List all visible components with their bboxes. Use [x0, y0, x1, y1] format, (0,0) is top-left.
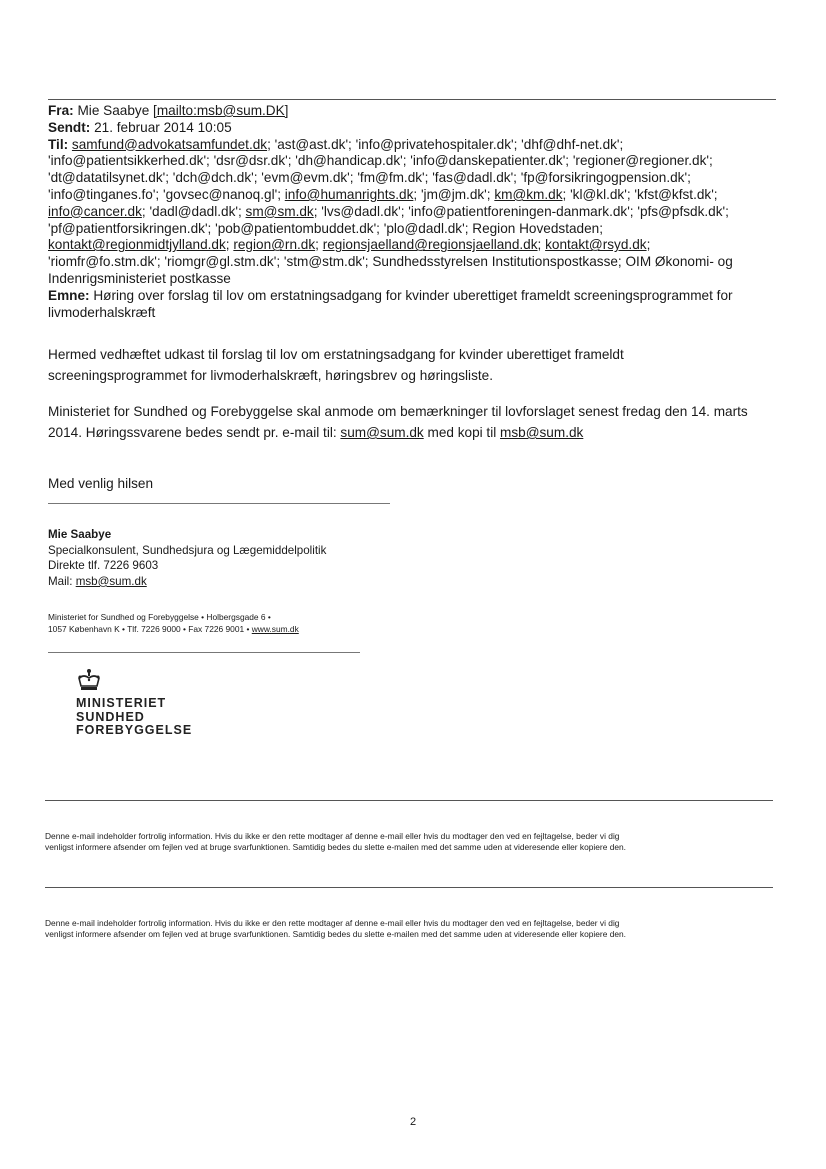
email-header — [48, 103, 778, 321]
signature — [48, 527, 326, 589]
body-line: Ministeriet for Sundhed og Forebyggelse skal anmode om bemærkninger til lovforslaget senest fredag den 14. marts — [48, 404, 748, 419]
from-value: Mie Saabye — [77, 103, 150, 118]
sent-row — [48, 120, 778, 137]
signature-mail-link[interactable]: msb@sum.dk — [75, 574, 147, 588]
to-link[interactable]: km@km.dk — [494, 186, 563, 202]
crown-icon — [76, 668, 102, 692]
logo-line: SUNDHED — [76, 709, 145, 724]
to-line — [48, 204, 778, 221]
to-line — [48, 187, 778, 204]
from-row — [48, 103, 778, 120]
address-line: Ministeriet for Sundhed og Forebyggelse • Holbergsgade 6 • — [48, 612, 271, 622]
body-text: med kopi til — [423, 425, 501, 440]
to-link[interactable]: sm@sm.dk — [245, 203, 314, 219]
from-mailto-link[interactable]: [mailto:msb@sum.DK] — [153, 103, 289, 118]
body-line: Hermed vedhæftet udkast til forslag til lov om erstatningsadgang for kvinder uberettiget frameldt — [48, 347, 624, 362]
disclaimer-rule-2 — [45, 887, 773, 888]
sent-label: Sendt: — [48, 119, 91, 135]
website-link[interactable]: www.sum.dk — [251, 624, 299, 634]
logo-line: MINISTERIET — [76, 696, 167, 710]
body-paragraph-2 — [48, 401, 788, 443]
to-line: 'dt@datatilsynet.dk'; 'dch@dch.dk'; 'evm@evm.dk'; 'fm@fm.dk'; 'fas@dadl.dk'; 'fp@forsikringogpension.dk'; — [48, 170, 691, 186]
subject-label: Emne: — [48, 287, 90, 303]
body-line — [48, 422, 788, 443]
signature-address — [48, 611, 299, 635]
to-row — [48, 137, 778, 154]
to-link[interactable]: info@humanrights.dk — [284, 186, 414, 202]
signature-mail — [48, 574, 326, 590]
disclaimer-2 — [45, 918, 785, 941]
to-line: Indenrigsministeriet postkasse — [48, 270, 231, 286]
header-top-rule — [48, 99, 776, 100]
from-label: Fra: — [48, 103, 74, 118]
subject-row — [48, 288, 778, 305]
to-line: 'riomfr@fo.stm.dk'; 'riomgr@gl.stm.dk'; 'stm@stm.dk'; Sundhedsstyrelsen Institutionspostkasse; OIM Økonomi- og — [48, 254, 733, 270]
subject-value: Høring over forslag til lov om erstatningsadgang for kvinder uberettiget frameldt screeningsprogrammet for — [93, 287, 733, 303]
address-line — [48, 623, 299, 635]
to-label: Til: — [48, 136, 69, 152]
signature-rule-bottom — [48, 652, 360, 653]
to-text: ; 'jm@jm.dk'; — [413, 186, 495, 202]
mail-label: Mail: — [48, 574, 76, 588]
signature-rule-top — [48, 503, 390, 504]
signature-phone: Direkte tlf. 7226 9603 — [48, 559, 159, 573]
disclaimer-line: venligst informere afsender om fejlen ved at bruge svarfunktionen. Samtidig bedes du slette e-mailen med det samme uden at videresende eller kopiere den. — [45, 842, 626, 853]
logo-line: FOREBYGGELSE — [76, 723, 193, 738]
subject-line: livmoderhalskræft — [48, 304, 156, 320]
to-line: 'info@patientsikkerhed.dk'; 'dsr@dsr.dk'; 'dh@handicap.dk'; 'info@danskepatienter.dk'; 'regioner@regioner.dk'; — [48, 153, 713, 169]
to-link[interactable]: info@cancer.dk — [48, 203, 142, 219]
to-text: ; 'lvs@dadl.dk'; 'info@patientforeningen-danmark.dk'; 'pfs@pfsdk.dk'; — [313, 203, 729, 219]
body-paragraph-1 — [48, 344, 788, 386]
to-text: ; 'kl@kl.dk'; 'kfst@kfst.dk'; — [562, 186, 718, 202]
ministry-logo-text — [76, 697, 192, 738]
to-text: ; — [537, 237, 546, 253]
to-text: ; 'dadl@dadl.dk'; — [141, 203, 246, 219]
signature-name: Mie Saabye — [48, 528, 112, 541]
email-link-msb[interactable]: msb@sum.dk — [500, 425, 584, 440]
to-text: ; — [646, 237, 651, 253]
sent-value: 21. februar 2014 10:05 — [94, 119, 232, 135]
to-link[interactable]: samfund@advokatsamfundet.dk — [71, 136, 268, 152]
to-text: ; 'ast@ast.dk'; 'info@privatehospitaler.dk'; 'dhf@dhf-net.dk'; — [267, 136, 624, 152]
to-line: 'pf@patientforsikringen.dk'; 'pob@patientombuddet.dk'; 'plo@dadl.dk'; Region Hovedstaden; — [48, 220, 603, 236]
to-text: 'info@tinganes.fo'; 'govsec@nanoq.gl'; — [48, 186, 285, 202]
disclaimer-rule-1 — [45, 800, 773, 801]
to-link[interactable]: region@rn.dk — [233, 237, 316, 253]
body-text: 2014. Høringssvarene bedes sendt pr. e-mail til: — [48, 425, 341, 440]
disclaimer-line: venligst informere afsender om fejlen ved at bruge svarfunktionen. Samtidig bedes du slette e-mailen med det samme uden at videresende eller kopiere den. — [45, 929, 626, 940]
to-line — [48, 237, 778, 254]
disclaimer-1 — [45, 831, 785, 854]
to-link[interactable]: regionsjaelland@regionsjaelland.dk — [322, 237, 538, 253]
disclaimer-line: Denne e-mail indeholder fortrolig information. Hvis du ikke er den rette modtager af denne e-mail eller hvis du modtager den ved en fejltagelse, beder vi dig — [45, 831, 620, 841]
to-text: ; — [315, 237, 323, 253]
page-number: 2 — [409, 1116, 417, 1128]
to-link[interactable]: kontakt@regionmidtjylland.dk — [48, 237, 226, 253]
to-link[interactable]: kontakt@rsyd.dk — [545, 237, 647, 253]
body-line: screeningsprogrammet for livmoderhalskræft, høringsbrev og høringsliste. — [48, 368, 493, 383]
closing: Med venlig hilsen — [48, 476, 154, 491]
address-text: 1057 København K • Tlf. 7226 9000 • Fax 7226 9001 • — [48, 624, 252, 634]
signature-title: Specialkonsulent, Sundhedsjura og Lægemiddelpolitik — [48, 543, 327, 557]
to-text: ; — [225, 237, 234, 253]
email-link-sum[interactable]: sum@sum.dk — [340, 425, 424, 440]
disclaimer-line: Denne e-mail indeholder fortrolig information. Hvis du ikke er den rette modtager af denne e-mail eller hvis du modtager den ved en fejltagelse, beder vi dig — [45, 918, 620, 928]
